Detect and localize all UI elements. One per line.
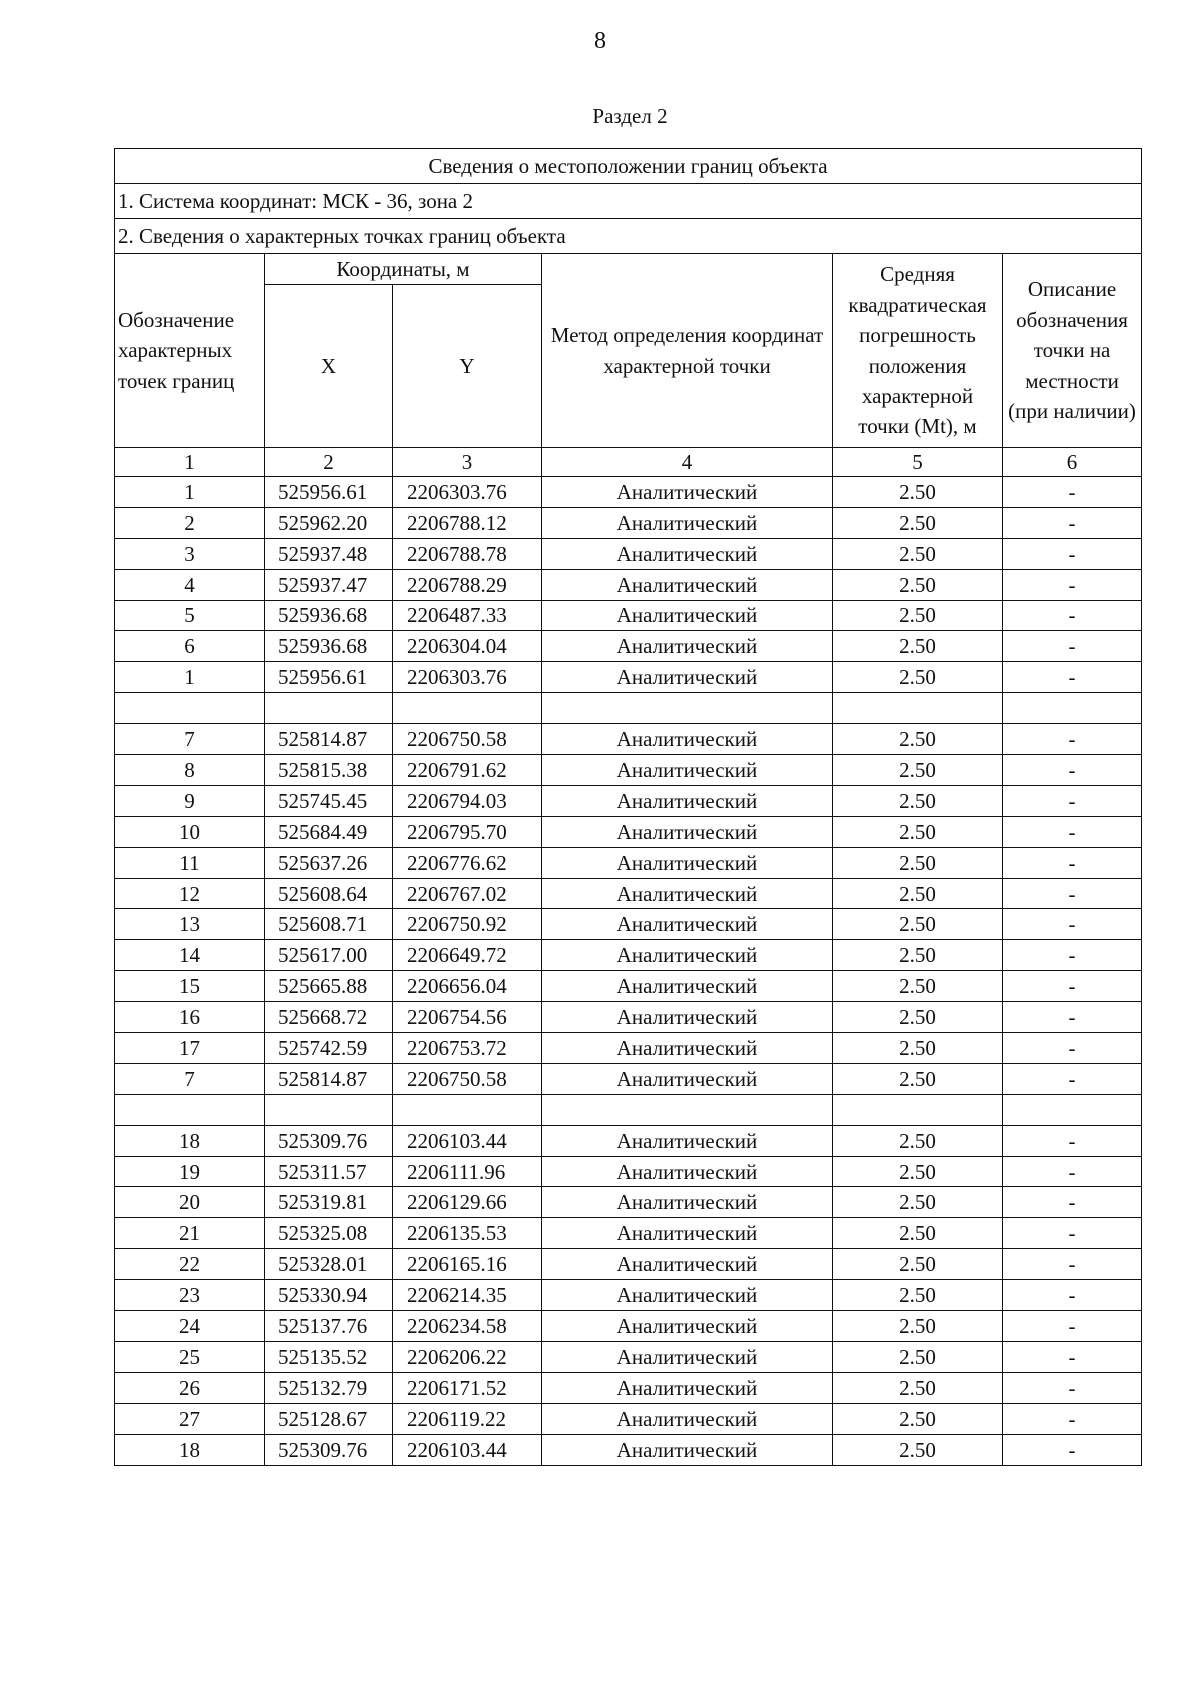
boundary-points-table	[114, 148, 1142, 1466]
description-cell: -	[1003, 847, 1142, 878]
y-coordinate-cell: 2206753.72	[393, 1033, 542, 1064]
empty-cell	[393, 693, 542, 724]
accuracy-cell: 2.50	[833, 1249, 1003, 1280]
method-cell: Аналитический	[542, 1403, 833, 1434]
point-id-cell: 13	[115, 909, 265, 940]
method-cell: Аналитический	[542, 1434, 833, 1465]
table-row	[115, 1249, 1142, 1280]
x-coordinate-cell: 525956.61	[265, 662, 393, 693]
accuracy-cell: 2.50	[833, 1002, 1003, 1033]
method-cell: Аналитический	[542, 1125, 833, 1156]
accuracy-cell: 2.50	[833, 785, 1003, 816]
y-coordinate-cell: 2206206.22	[393, 1341, 542, 1372]
accuracy-cell: 2.50	[833, 507, 1003, 538]
table-row	[115, 1341, 1142, 1372]
point-id-cell: 27	[115, 1403, 265, 1434]
description-cell: -	[1003, 662, 1142, 693]
description-cell: -	[1003, 1002, 1142, 1033]
table-row	[115, 755, 1142, 786]
column-number: 2	[265, 448, 393, 477]
point-id-cell: 12	[115, 878, 265, 909]
column-number: 3	[393, 448, 542, 477]
point-id-cell: 8	[115, 755, 265, 786]
x-coordinate-cell: 525745.45	[265, 785, 393, 816]
point-id-cell: 16	[115, 1002, 265, 1033]
x-coordinate-cell: 525319.81	[265, 1187, 393, 1218]
empty-cell	[1003, 1094, 1142, 1125]
method-cell: Аналитический	[542, 909, 833, 940]
x-coordinate-cell: 525330.94	[265, 1280, 393, 1311]
method-cell: Аналитический	[542, 600, 833, 631]
header-coordinates: Координаты, м	[265, 254, 542, 285]
header-description: Описание обозначения точки на местности (при наличии)	[1003, 254, 1142, 448]
x-coordinate-cell: 525617.00	[265, 940, 393, 971]
point-id-cell: 7	[115, 724, 265, 755]
description-cell: -	[1003, 507, 1142, 538]
header-method: Метод определения координат характерной точки	[542, 254, 833, 448]
accuracy-cell: 2.50	[833, 600, 1003, 631]
method-cell: Аналитический	[542, 1280, 833, 1311]
description-cell: -	[1003, 1187, 1142, 1218]
description-cell: -	[1003, 1156, 1142, 1187]
table-row	[115, 1434, 1142, 1465]
description-cell: -	[1003, 600, 1142, 631]
accuracy-cell: 2.50	[833, 662, 1003, 693]
point-id-cell: 7	[115, 1063, 265, 1094]
description-cell: -	[1003, 755, 1142, 786]
method-cell: Аналитический	[542, 971, 833, 1002]
description-cell: -	[1003, 1249, 1142, 1280]
point-id-cell: 25	[115, 1341, 265, 1372]
accuracy-cell: 2.50	[833, 1280, 1003, 1311]
point-id-cell: 24	[115, 1311, 265, 1342]
table-row	[115, 631, 1142, 662]
method-cell: Аналитический	[542, 1156, 833, 1187]
accuracy-cell: 2.50	[833, 538, 1003, 569]
x-coordinate-cell: 525665.88	[265, 971, 393, 1002]
table-row	[115, 971, 1142, 1002]
method-cell: Аналитический	[542, 1372, 833, 1403]
table-row	[115, 1280, 1142, 1311]
column-numbers-row	[115, 448, 1142, 477]
point-id-cell: 10	[115, 816, 265, 847]
x-coordinate-cell: 525742.59	[265, 1033, 393, 1064]
method-cell: Аналитический	[542, 1311, 833, 1342]
empty-cell	[1003, 693, 1142, 724]
table-title: Сведения о местоположении границ объекта	[115, 149, 1142, 184]
y-coordinate-cell: 2206103.44	[393, 1434, 542, 1465]
x-coordinate-cell: 525814.87	[265, 724, 393, 755]
table-row	[115, 569, 1142, 600]
section-title: Раздел 2	[592, 104, 668, 128]
empty-cell	[265, 1094, 393, 1125]
method-cell: Аналитический	[542, 785, 833, 816]
page-number: 8	[594, 28, 606, 54]
accuracy-cell: 2.50	[833, 878, 1003, 909]
point-id-cell: 5	[115, 600, 265, 631]
method-cell: Аналитический	[542, 1033, 833, 1064]
table-row	[115, 1002, 1142, 1033]
method-cell: Аналитический	[542, 1218, 833, 1249]
x-coordinate-cell: 525637.26	[265, 847, 393, 878]
empty-cell	[542, 1094, 833, 1125]
accuracy-cell: 2.50	[833, 940, 1003, 971]
x-coordinate-cell: 525684.49	[265, 816, 393, 847]
point-id-cell: 18	[115, 1434, 265, 1465]
accuracy-cell: 2.50	[833, 1033, 1003, 1064]
column-number: 5	[833, 448, 1003, 477]
table-row	[115, 477, 1142, 508]
accuracy-cell: 2.50	[833, 1341, 1003, 1372]
method-cell: Аналитический	[542, 1341, 833, 1372]
method-cell: Аналитический	[542, 1063, 833, 1094]
column-number: 6	[1003, 448, 1142, 477]
y-coordinate-cell: 2206795.70	[393, 816, 542, 847]
description-cell: -	[1003, 909, 1142, 940]
table-row	[115, 1403, 1142, 1434]
y-coordinate-cell: 2206111.96	[393, 1156, 542, 1187]
method-cell: Аналитический	[542, 1249, 833, 1280]
y-coordinate-cell: 2206165.16	[393, 1249, 542, 1280]
y-coordinate-cell: 2206214.35	[393, 1280, 542, 1311]
table-row	[115, 1311, 1142, 1342]
y-coordinate-cell: 2206794.03	[393, 785, 542, 816]
table-row	[115, 538, 1142, 569]
table-row	[115, 1218, 1142, 1249]
separator-row	[115, 693, 1142, 724]
description-cell: -	[1003, 1403, 1142, 1434]
point-id-cell: 22	[115, 1249, 265, 1280]
method-cell: Аналитический	[542, 816, 833, 847]
empty-cell	[542, 693, 833, 724]
table-row	[115, 1033, 1142, 1064]
accuracy-cell: 2.50	[833, 569, 1003, 600]
description-cell: -	[1003, 631, 1142, 662]
table-row	[115, 1125, 1142, 1156]
x-coordinate-cell: 525608.71	[265, 909, 393, 940]
description-cell: -	[1003, 477, 1142, 508]
x-coordinate-cell: 525135.52	[265, 1341, 393, 1372]
accuracy-cell: 2.50	[833, 1372, 1003, 1403]
header-x: X	[265, 285, 393, 448]
header-accuracy: Средняя квадратическая погрешность положения характерной точки (Mt), м	[833, 254, 1003, 448]
accuracy-cell: 2.50	[833, 477, 1003, 508]
point-id-cell: 1	[115, 662, 265, 693]
table-row	[115, 1063, 1142, 1094]
accuracy-cell: 2.50	[833, 1187, 1003, 1218]
accuracy-cell: 2.50	[833, 816, 1003, 847]
empty-cell	[393, 1094, 542, 1125]
table-row	[115, 1156, 1142, 1187]
table-row	[115, 662, 1142, 693]
description-cell: -	[1003, 878, 1142, 909]
point-id-cell: 2	[115, 507, 265, 538]
table-row	[115, 909, 1142, 940]
y-coordinate-cell: 2206487.33	[393, 600, 542, 631]
x-coordinate-cell: 525936.68	[265, 600, 393, 631]
point-id-cell: 1	[115, 477, 265, 508]
method-cell: Аналитический	[542, 878, 833, 909]
y-coordinate-cell: 2206129.66	[393, 1187, 542, 1218]
description-cell: -	[1003, 1434, 1142, 1465]
accuracy-cell: 2.50	[833, 724, 1003, 755]
table-row	[115, 1372, 1142, 1403]
point-id-cell: 11	[115, 847, 265, 878]
y-coordinate-cell: 2206303.76	[393, 477, 542, 508]
method-cell: Аналитический	[542, 847, 833, 878]
point-id-cell: 17	[115, 1033, 265, 1064]
header-point-designation: Обозначение характерных точек границ	[115, 254, 265, 448]
description-cell: -	[1003, 816, 1142, 847]
description-cell: -	[1003, 1280, 1142, 1311]
method-cell: Аналитический	[542, 1187, 833, 1218]
point-id-cell: 18	[115, 1125, 265, 1156]
x-coordinate-cell: 525937.48	[265, 538, 393, 569]
accuracy-cell: 2.50	[833, 1156, 1003, 1187]
separator-row	[115, 1094, 1142, 1125]
empty-cell	[115, 1094, 265, 1125]
method-cell: Аналитический	[542, 477, 833, 508]
description-cell: -	[1003, 1033, 1142, 1064]
x-coordinate-cell: 525128.67	[265, 1403, 393, 1434]
point-id-cell: 9	[115, 785, 265, 816]
point-id-cell: 6	[115, 631, 265, 662]
y-coordinate-cell: 2206788.78	[393, 538, 542, 569]
description-cell: -	[1003, 1125, 1142, 1156]
description-cell: -	[1003, 971, 1142, 1002]
accuracy-cell: 2.50	[833, 1434, 1003, 1465]
x-coordinate-cell: 525962.20	[265, 507, 393, 538]
accuracy-cell: 2.50	[833, 971, 1003, 1002]
empty-cell	[265, 693, 393, 724]
y-coordinate-cell: 2206754.56	[393, 1002, 542, 1033]
accuracy-cell: 2.50	[833, 847, 1003, 878]
point-id-cell: 3	[115, 538, 265, 569]
table-row	[115, 940, 1142, 971]
y-coordinate-cell: 2206171.52	[393, 1372, 542, 1403]
accuracy-cell: 2.50	[833, 909, 1003, 940]
table-row	[115, 600, 1142, 631]
empty-cell	[833, 693, 1003, 724]
table-row	[115, 785, 1142, 816]
column-number: 1	[115, 448, 265, 477]
empty-cell	[115, 693, 265, 724]
description-cell: -	[1003, 1063, 1142, 1094]
description-cell: -	[1003, 1311, 1142, 1342]
points-caption-row: 2. Сведения о характерных точках границ объекта	[115, 219, 1142, 254]
x-coordinate-cell: 525311.57	[265, 1156, 393, 1187]
description-cell: -	[1003, 538, 1142, 569]
y-coordinate-cell: 2206656.04	[393, 971, 542, 1002]
x-coordinate-cell: 525814.87	[265, 1063, 393, 1094]
x-coordinate-cell: 525328.01	[265, 1249, 393, 1280]
x-coordinate-cell: 525668.72	[265, 1002, 393, 1033]
header-y: Y	[393, 285, 542, 448]
accuracy-cell: 2.50	[833, 631, 1003, 662]
y-coordinate-cell: 2206788.29	[393, 569, 542, 600]
y-coordinate-cell: 2206750.58	[393, 1063, 542, 1094]
x-coordinate-cell: 525132.79	[265, 1372, 393, 1403]
table-row	[115, 816, 1142, 847]
method-cell: Аналитический	[542, 1002, 833, 1033]
accuracy-cell: 2.50	[833, 755, 1003, 786]
y-coordinate-cell: 2206788.12	[393, 507, 542, 538]
x-coordinate-cell: 525137.76	[265, 1311, 393, 1342]
x-coordinate-cell: 525309.76	[265, 1434, 393, 1465]
point-id-cell: 4	[115, 569, 265, 600]
table-row	[115, 507, 1142, 538]
point-id-cell: 26	[115, 1372, 265, 1403]
y-coordinate-cell: 2206234.58	[393, 1311, 542, 1342]
method-cell: Аналитический	[542, 569, 833, 600]
description-cell: -	[1003, 940, 1142, 971]
method-cell: Аналитический	[542, 755, 833, 786]
x-coordinate-cell: 525608.64	[265, 878, 393, 909]
y-coordinate-cell: 2206750.92	[393, 909, 542, 940]
accuracy-cell: 2.50	[833, 1063, 1003, 1094]
table-row	[115, 724, 1142, 755]
y-coordinate-cell: 2206119.22	[393, 1403, 542, 1434]
y-coordinate-cell: 2206135.53	[393, 1218, 542, 1249]
x-coordinate-cell: 525309.76	[265, 1125, 393, 1156]
x-coordinate-cell: 525325.08	[265, 1218, 393, 1249]
y-coordinate-cell: 2206103.44	[393, 1125, 542, 1156]
description-cell: -	[1003, 785, 1142, 816]
accuracy-cell: 2.50	[833, 1125, 1003, 1156]
method-cell: Аналитический	[542, 507, 833, 538]
y-coordinate-cell: 2206303.76	[393, 662, 542, 693]
method-cell: Аналитический	[542, 662, 833, 693]
table-row	[115, 847, 1142, 878]
method-cell: Аналитический	[542, 631, 833, 662]
point-id-cell: 19	[115, 1156, 265, 1187]
accuracy-cell: 2.50	[833, 1403, 1003, 1434]
description-cell: -	[1003, 1372, 1142, 1403]
x-coordinate-cell: 525937.47	[265, 569, 393, 600]
description-cell: -	[1003, 1218, 1142, 1249]
y-coordinate-cell: 2206649.72	[393, 940, 542, 971]
point-id-cell: 21	[115, 1218, 265, 1249]
table-body	[115, 477, 1142, 1466]
method-cell: Аналитический	[542, 724, 833, 755]
x-coordinate-cell: 525815.38	[265, 755, 393, 786]
table-row	[115, 1187, 1142, 1218]
x-coordinate-cell: 525936.68	[265, 631, 393, 662]
point-id-cell: 14	[115, 940, 265, 971]
description-cell: -	[1003, 724, 1142, 755]
point-id-cell: 15	[115, 971, 265, 1002]
x-coordinate-cell: 525956.61	[265, 477, 393, 508]
empty-cell	[833, 1094, 1003, 1125]
point-id-cell: 23	[115, 1280, 265, 1311]
point-id-cell: 20	[115, 1187, 265, 1218]
method-cell: Аналитический	[542, 940, 833, 971]
coordinate-system-row: 1. Система координат: МСК - 36, зона 2	[115, 184, 1142, 219]
table-row	[115, 878, 1142, 909]
y-coordinate-cell: 2206304.04	[393, 631, 542, 662]
y-coordinate-cell: 2206776.62	[393, 847, 542, 878]
method-cell: Аналитический	[542, 538, 833, 569]
y-coordinate-cell: 2206750.58	[393, 724, 542, 755]
accuracy-cell: 2.50	[833, 1218, 1003, 1249]
column-number: 4	[542, 448, 833, 477]
y-coordinate-cell: 2206767.02	[393, 878, 542, 909]
description-cell: -	[1003, 569, 1142, 600]
accuracy-cell: 2.50	[833, 1311, 1003, 1342]
description-cell: -	[1003, 1341, 1142, 1372]
y-coordinate-cell: 2206791.62	[393, 755, 542, 786]
